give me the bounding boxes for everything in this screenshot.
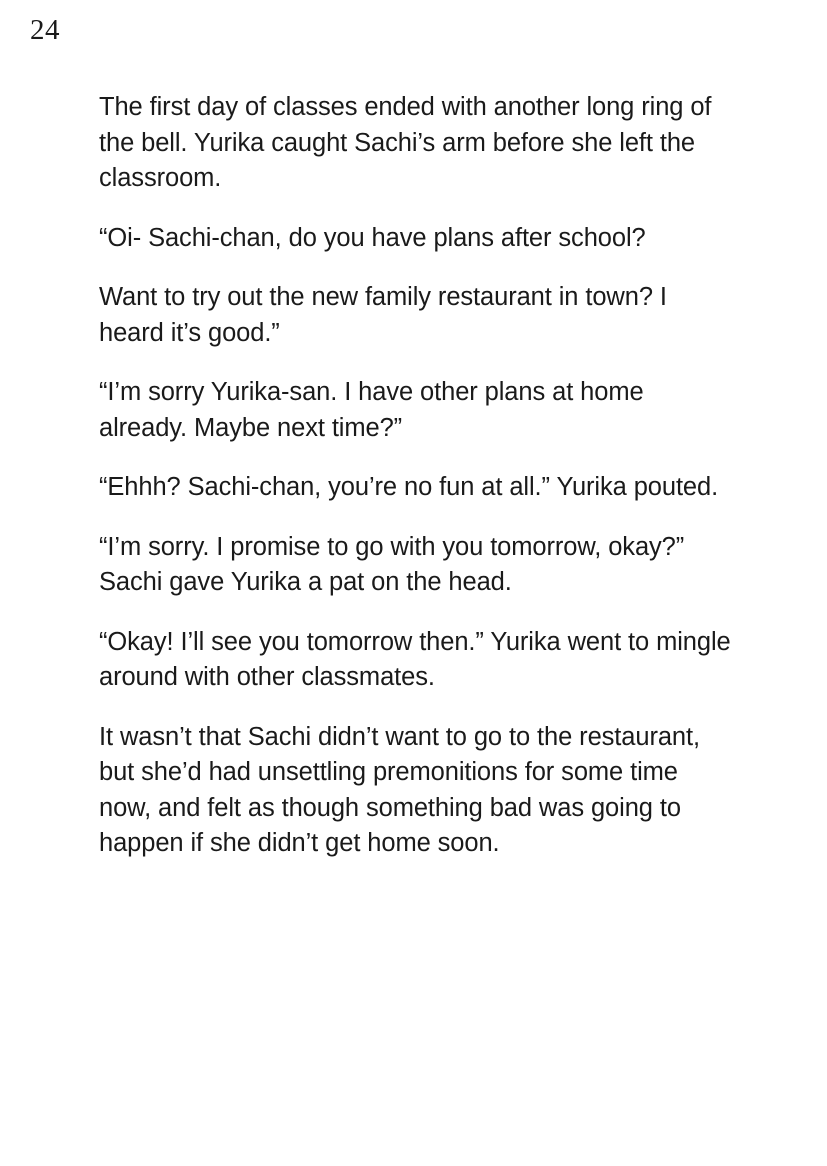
page-number: 24 [30, 14, 60, 46]
paragraph: The first day of classes ended with another long ring of the bell. Yurika caught Sachi’s arm before she left the classroom. [99, 93, 712, 192]
paragraph: Want to try out the new family restaurant in town? I heard it’s good.” [99, 283, 667, 347]
page-body [99, 90, 731, 862]
paragraph: It wasn’t that Sachi didn’t want to go to the restaurant, but she’d had unsettling premonitions for some time now, and felt as though something bad was going to happen if she didn’t get home soon. [99, 722, 700, 857]
paragraph: “Oi- Sachi-chan, do you have plans after school? [99, 223, 646, 252]
paragraph: “Ehhh? Sachi-chan, you’re no fun at all.” Yurika pouted. [99, 473, 719, 501]
paragraph: “I’m sorry Yurika-san. I have other plans at home already. Maybe next time?” [99, 378, 644, 442]
paragraph: “Okay! I’ll see you tomorrow then.” Yurika went to mingle around with other classmates. [99, 627, 731, 691]
paragraph: “I’m sorry. I promise to go with you tomorrow, okay?” Sachi gave Yurika a pat on the head. [99, 532, 685, 596]
